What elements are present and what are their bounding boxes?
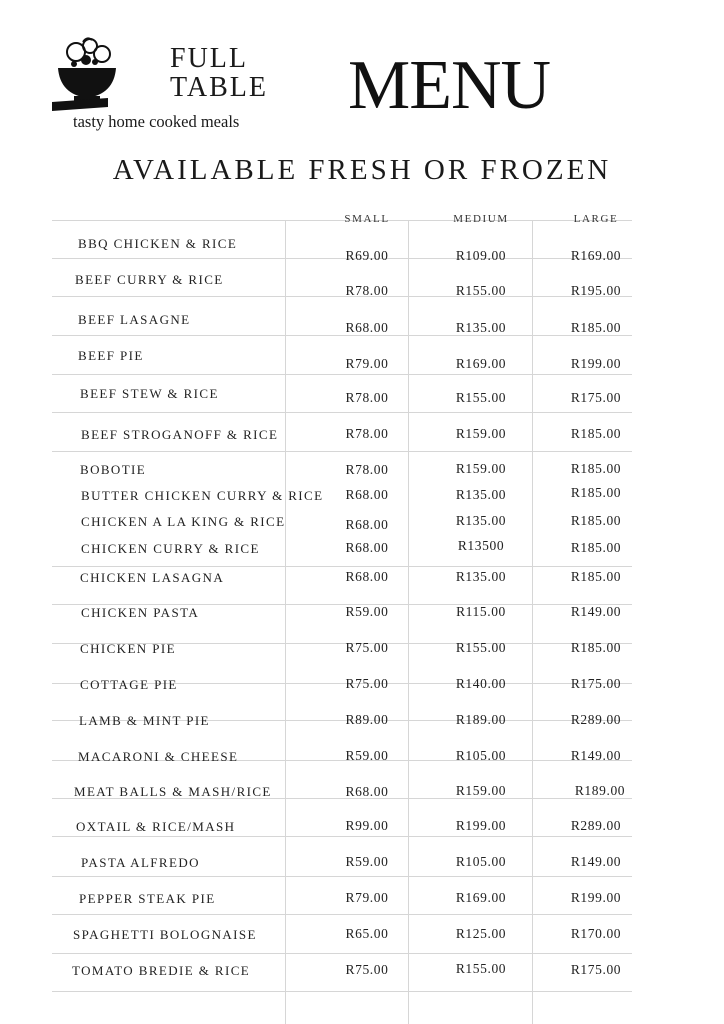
price-small: R68.00 (345, 569, 389, 584)
brand-name-line1: FULL (170, 43, 248, 74)
page-title: MENU (348, 47, 551, 124)
item-name: BBQ CHICKEN & RICE (78, 236, 238, 251)
price-large: R199.00 (570, 890, 622, 905)
price-medium: R169.00 (455, 890, 507, 905)
column-divider (532, 220, 533, 1024)
item-name: BEEF STEW & RICE (80, 386, 219, 401)
price-small: R59.00 (345, 748, 389, 763)
price-medium: R159.00 (455, 426, 507, 441)
item-name: BUTTER CHICKEN CURRY & RICE (81, 488, 324, 503)
price-medium: R135.00 (455, 513, 507, 528)
price-small: R68.00 (345, 487, 389, 502)
item-name: MEAT BALLS & MASH/RICE (74, 784, 272, 799)
price-medium: R155.00 (455, 283, 507, 298)
row-divider (52, 991, 632, 992)
price-medium: R159.00 (455, 461, 507, 476)
price-large: R289.00 (570, 712, 622, 727)
row-divider (52, 876, 632, 877)
brand-tagline: tasty home cooked meals (73, 112, 240, 131)
price-large: R185.00 (570, 513, 622, 528)
price-small: R68.00 (345, 320, 389, 335)
price-medium: R115.00 (456, 604, 506, 619)
item-name: OXTAIL & RICE/MASH (76, 819, 236, 834)
price-medium: R155.00 (455, 390, 507, 405)
price-small: R68.00 (345, 784, 389, 799)
price-large: R149.00 (570, 604, 622, 619)
price-large: R195.00 (570, 283, 622, 298)
price-large: R170.00 (570, 926, 622, 941)
item-name: CHICKEN A LA KING & RICE (81, 514, 286, 529)
row-divider (52, 953, 632, 954)
price-large: R185.00 (570, 540, 622, 555)
page-subtitle: AVAILABLE FRESH OR FROZEN (112, 154, 612, 186)
price-medium: R169.00 (455, 356, 507, 371)
price-small: R78.00 (345, 283, 389, 298)
price-small: R59.00 (345, 604, 389, 619)
item-name: BEEF STROGANOFF & RICE (81, 427, 279, 442)
price-large: R189.00 (574, 783, 626, 798)
price-small: R69.00 (345, 248, 389, 263)
price-small: R78.00 (345, 390, 389, 405)
price-large: R149.00 (570, 748, 622, 763)
price-small: R75.00 (345, 962, 389, 977)
price-small: R79.00 (345, 890, 389, 905)
price-large: R175.00 (570, 390, 622, 405)
row-divider (52, 412, 632, 413)
item-name: MACARONI & CHEESE (78, 749, 239, 764)
price-large: R185.00 (570, 640, 622, 655)
price-large: R185.00 (570, 485, 622, 500)
price-small: R79.00 (345, 356, 389, 371)
price-large: R175.00 (570, 962, 622, 977)
item-name: CHICKEN PASTA (81, 605, 200, 620)
item-name: LAMB & MINT PIE (79, 713, 210, 728)
price-small: R65.00 (345, 926, 389, 941)
price-small: R75.00 (345, 676, 389, 691)
bowl-logo-icon (50, 36, 132, 114)
price-large: R199.00 (570, 356, 622, 371)
item-name: COTTAGE PIE (80, 677, 178, 692)
price-medium: R109.00 (455, 248, 507, 263)
brand-name (170, 44, 268, 102)
column-header-medium: MEDIUM (453, 213, 509, 225)
price-small: R68.00 (345, 540, 389, 555)
price-medium: R105.00 (455, 854, 507, 869)
item-name: PEPPER STEAK PIE (79, 891, 216, 906)
column-header-small: SMALL (344, 213, 390, 225)
price-medium: R155.00 (455, 961, 507, 976)
price-medium: R159.00 (455, 783, 507, 798)
item-name: PASTA ALFREDO (81, 855, 200, 870)
price-large: R185.00 (570, 461, 622, 476)
price-large: R175.00 (570, 676, 622, 691)
price-small: R78.00 (345, 462, 389, 477)
price-medium: R155.00 (455, 640, 507, 655)
price-medium: R105.00 (455, 748, 507, 763)
price-small: R68.00 (345, 517, 389, 532)
row-divider (52, 451, 632, 452)
price-medium: R189.00 (455, 712, 507, 727)
price-small: R78.00 (345, 426, 389, 441)
item-name: TOMATO BREDIE & RICE (72, 963, 251, 978)
price-medium: R135.00 (455, 487, 507, 502)
price-large: R289.00 (570, 818, 622, 833)
price-medium: R125.00 (455, 926, 507, 941)
price-medium: R13500 (457, 538, 505, 553)
column-header-large: LARGE (573, 213, 619, 225)
price-small: R75.00 (345, 640, 389, 655)
price-medium: R135.00 (455, 320, 507, 335)
item-name: CHICKEN LASAGNA (80, 570, 225, 585)
price-medium: R135.00 (455, 569, 507, 584)
item-name: SPAGHETTI BOLOGNAISE (73, 927, 257, 942)
price-small: R59.00 (345, 854, 389, 869)
item-name: BOBOTIE (80, 462, 147, 477)
row-divider (52, 836, 632, 837)
price-large: R149.00 (570, 854, 622, 869)
item-name: CHICKEN PIE (80, 641, 176, 656)
row-divider (52, 374, 632, 375)
price-large: R169.00 (570, 248, 622, 263)
price-large: R185.00 (570, 320, 622, 335)
price-small: R99.00 (345, 818, 389, 833)
item-name: BEEF LASAGNE (78, 312, 191, 327)
column-divider (285, 220, 286, 1024)
row-divider (52, 566, 632, 567)
price-medium: R140.00 (455, 676, 507, 691)
brand-name-line2: TABLE (170, 72, 268, 103)
price-large: R185.00 (570, 426, 622, 441)
price-small: R89.00 (345, 712, 389, 727)
item-name: BEEF PIE (78, 348, 144, 363)
price-large: R185.00 (570, 569, 622, 584)
item-name: BEEF CURRY & RICE (75, 272, 224, 287)
price-medium: R199.00 (455, 818, 507, 833)
row-divider (52, 914, 632, 915)
item-name: CHICKEN CURRY & RICE (81, 541, 260, 556)
